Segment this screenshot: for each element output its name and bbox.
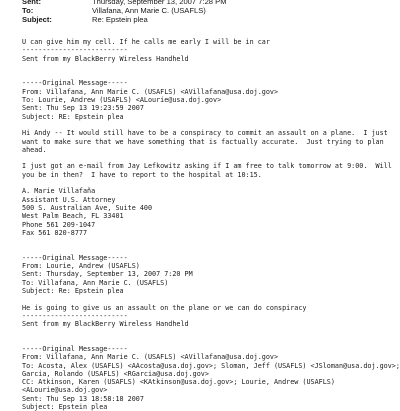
original-message-header	[22, 245, 394, 295]
message-paragraph	[22, 162, 394, 179]
original-message-header	[22, 337, 400, 411]
signature-name: A. Marie Villafaña	[22, 187, 96, 196]
signature-fax: Fax 561 820-8777	[22, 228, 88, 237]
header-to-row	[22, 6, 206, 15]
message-paragraph	[22, 129, 394, 154]
to-line-continued: Garcia, Rolando (USAFLS) <RGarcia@usa.doj.gov>	[22, 369, 209, 378]
original-message-marker: -----Original Message-----	[22, 79, 128, 88]
signature-title: Assistant U.S. Attorney	[22, 195, 116, 204]
signature-address: 500 S. Australian Ave, Suite 400	[22, 203, 153, 212]
signature-block	[22, 187, 394, 237]
blank-line	[22, 337, 394, 345]
header-subject-value: Re: Epstein plea	[92, 15, 148, 24]
message-line: U can give him my cell. If he calls me early I will be in car	[22, 38, 270, 46]
message-line: want to make sure that we have something that is factually accurate. Just trying to plan	[22, 137, 384, 146]
sent-line: Sent: Thu Sep 13 18:58:18 2007	[22, 394, 144, 403]
signature-phone: Phone 561 209-1047	[22, 220, 96, 229]
sent-line: Sent: Thu Sep 13 19:23:59 2007	[22, 104, 144, 113]
message-block	[22, 304, 394, 329]
from-line: From: Lourie, Andrew (USAFLS)	[22, 262, 140, 271]
subject-line: Subject: RE: Epstein plea	[22, 112, 124, 121]
message-line: I just got an e-mail from Jay Lefkowitz asking if I am free to talk tomorrow at 9:00. Will	[22, 162, 392, 171]
message-line: He is going to give us an assault on the plane or we can do conspiracy	[22, 303, 307, 312]
message-block	[22, 38, 394, 63]
from-line: From: Villafana, Ann Marie C. (USAFLS) <AVillafana@usa.doj.gov>	[22, 353, 279, 362]
to-line: To: Villafana, Ann Marie C. (USAFLS)	[22, 278, 169, 287]
subject-line: Subject: Re: Epstein plea	[22, 286, 124, 295]
to-line: To: Lourie, Andrew (USAFLS) <ALourie@usa.doj.gov>	[22, 96, 222, 105]
from-line: From: Villafana, Ann Marie C. (USAFLS) <AVillafana@usa.doj.gov>	[22, 87, 279, 96]
cc-line: CC: Atkinson, Karen (USAFLS) <KAtkinson@usa.doj.gov>; Lourie, Andrew (USAFLS)	[22, 378, 335, 387]
original-message-header	[22, 79, 394, 120]
subject-line: Subject: Epstein plea	[22, 403, 108, 411]
header-to-label: To:	[22, 6, 34, 15]
message-line: Hi Andy -- It would still have to be a conspiracy to commit an assault on a plane. I just	[22, 129, 388, 138]
blackberry-signature: Sent from my BlackBerry Wireless Handheld	[22, 320, 189, 329]
signature-city: West Palm Beach, FL 33401	[22, 212, 124, 221]
header-sent-label: Sent:	[22, 0, 41, 6]
message-line: ahead.	[22, 145, 47, 154]
header-subject-label: Subject:	[22, 15, 52, 24]
original-message-marker: -----Original Message-----	[22, 253, 128, 262]
blackberry-signature: Sent from my BlackBerry Wireless Handheld	[22, 54, 189, 63]
blank-line	[22, 245, 394, 253]
to-line: To: Acosta, Alex (USAFLS) <AAcosta@usa.doj.gov>; Sloman, Jeff (USAFLS) <JSloman@usa.doj.gov>;	[22, 361, 400, 370]
sent-line: Sent: Thursday, September 13, 2007 7:20 PM	[22, 270, 193, 279]
header-subject-row	[22, 15, 148, 24]
separator-line: --------------------------	[22, 311, 128, 320]
message-body	[22, 38, 400, 411]
header-sent-value: Thursday, September 13, 2007 7:28 PM	[92, 0, 227, 6]
cc-line-continued: <ALourie@usa.doj.gov>	[22, 386, 108, 395]
message-line: you be in then? I have to report to the hospital at 10:15.	[22, 170, 262, 179]
original-message-marker: -----Original Message-----	[22, 344, 128, 353]
header-to-value: Villafana, Ann Marie C. (USAFLS)	[92, 6, 206, 15]
separator-line: --------------------------	[22, 46, 128, 55]
